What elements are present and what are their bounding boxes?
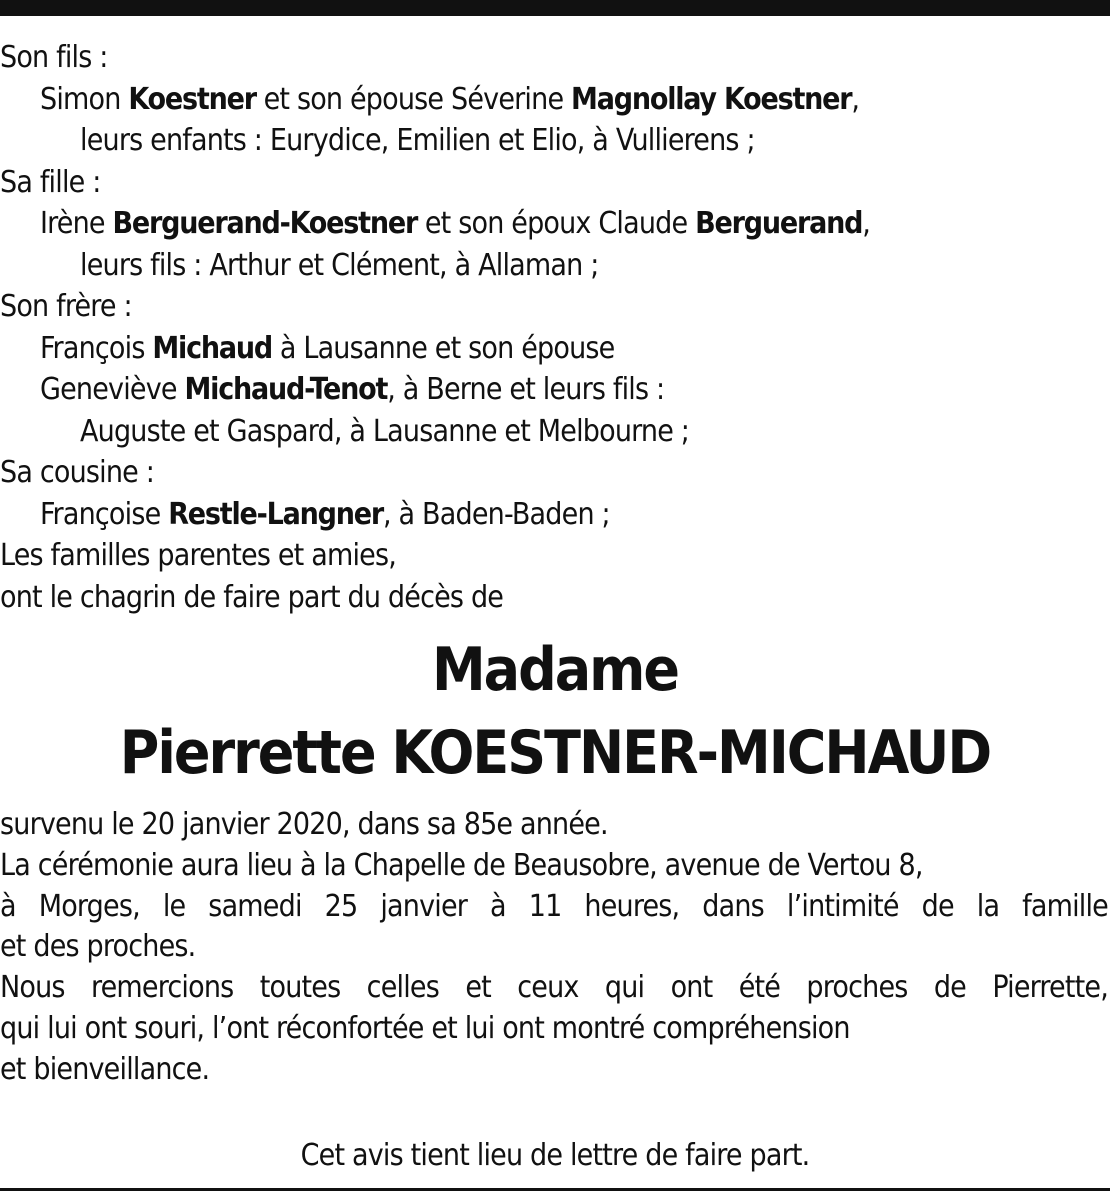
details-line-6: qui lui ont souri, l’ont réconfortée et lui ont montré compréhension: [0, 1011, 850, 1046]
details-line-7: et bienveillance.: [0, 1052, 210, 1087]
details-line-3: à Morges, le samedi 25 janvier à 11 heures, dans l’intimité de la famille: [0, 889, 1108, 924]
cousin-rest: , à Baden-Baden ;: [383, 497, 610, 532]
brother-children: Auguste et Gaspard, à Lausanne et Melbourne ;: [80, 414, 690, 449]
son-children: leurs enfants : Eurydice, Emilien et Elio, à Vullierens ;: [80, 123, 755, 158]
deceased-honorific: Madame: [431, 635, 679, 705]
families-line: Les familles parentes et amies,: [0, 538, 396, 573]
brother-last: Michaud: [152, 331, 273, 366]
footer-note: Cet avis tient lieu de lettre de faire part.: [300, 1138, 810, 1173]
bottom-rule: [0, 1188, 1110, 1191]
cousin-line: [40, 495, 1110, 535]
son-heading: Son fils :: [0, 40, 108, 75]
daughter-last: Berguerand-Koestner: [112, 206, 418, 241]
daughter-children: leurs fils : Arthur et Clément, à Allaman ;: [80, 248, 599, 283]
brother-heading: Son frère :: [0, 289, 132, 324]
son-first: Simon: [40, 82, 121, 117]
announce-line: ont le chagrin de faire part du décès de: [0, 580, 504, 615]
brother-spouse-last: Michaud-Tenot: [184, 372, 388, 407]
daughter-mid: et son époux Claude: [424, 206, 688, 241]
cousin-last: Restle-Langner: [168, 497, 384, 532]
cousin-heading: Sa cousine :: [0, 455, 155, 490]
details-line-2: La cérémonie aura lieu à la Chapelle de Beausobre, avenue de Vertou 8,: [0, 848, 923, 883]
details-line-4: et des proches.: [0, 929, 196, 964]
brother-first: François: [40, 331, 145, 366]
brother-spouse-first: Geneviève: [40, 372, 177, 407]
son-mid: et son épouse Séverine: [263, 82, 564, 117]
brother-spouse-line: [40, 370, 1110, 410]
son-spouse-last: Magnollay Koestner: [571, 82, 852, 117]
brother-spouse-rest: , à Berne et leurs fils :: [387, 372, 665, 407]
daughter-line: Irène Berguerand-Koestner et son époux Claude Berguerand,: [40, 206, 870, 241]
details-line-1: survenu le 20 janvier 2020, dans sa 85e année.: [0, 807, 608, 842]
son-last: Koestner: [128, 82, 256, 117]
daughter-spouse-last: Berguerand: [695, 206, 863, 241]
deceased-name: Pierrette KOESTNER-MICHAUD: [119, 718, 991, 788]
brother-rest: à Lausanne et son épouse: [279, 331, 615, 366]
son-line: Simon Koestner et son épouse Séverine Magnollay Koestner,: [40, 82, 860, 117]
brother-line: [40, 329, 1110, 369]
cousin-first: Françoise: [40, 497, 161, 532]
details-line-5: Nous remercions toutes celles et ceux qui ont été proches de Pierrette,: [0, 970, 1108, 1005]
daughter-heading: Sa fille :: [0, 165, 101, 200]
top-rule: [0, 0, 1110, 16]
daughter-first: Irène: [40, 206, 105, 241]
